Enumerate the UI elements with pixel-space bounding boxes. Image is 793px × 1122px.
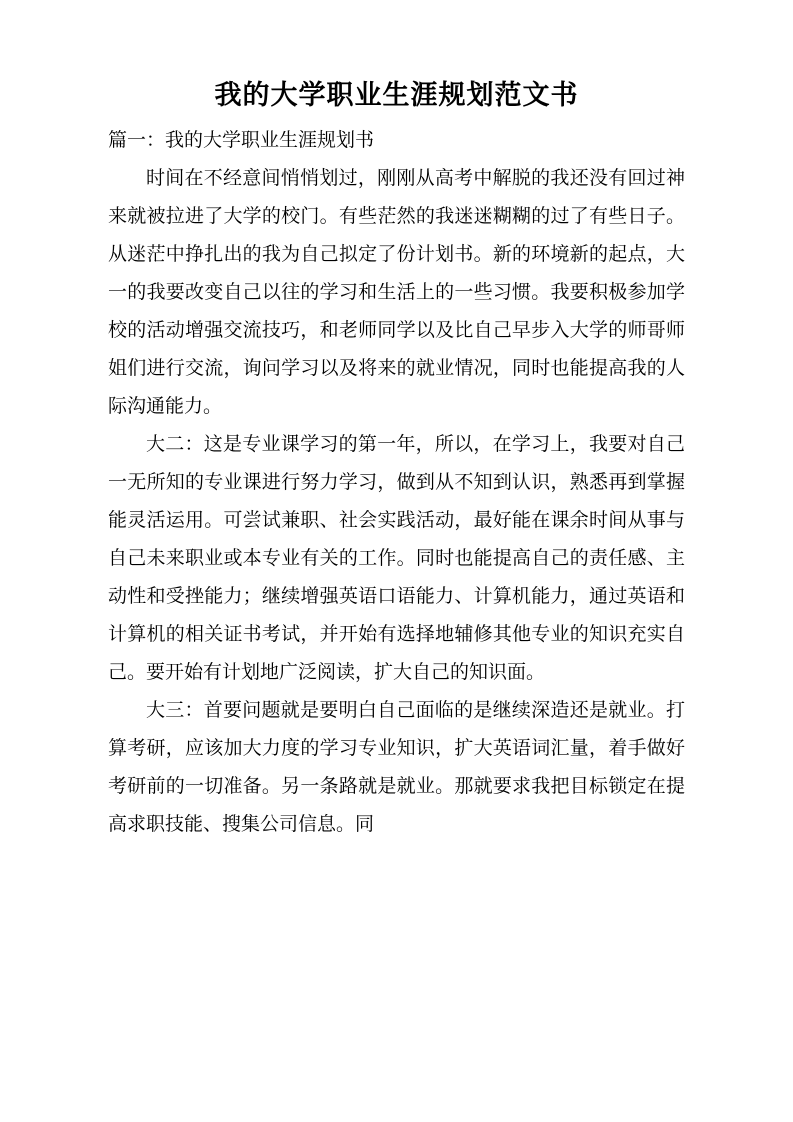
paragraph-3: 大三：首要问题就是要明白自己面临的是继续深造还是就业。打算考研，应该加大力度的学习专业知识，扩大英语词汇量，着手做好考研前的一切准备。另一条路就是就业。那就要求我把目标锁定在提高求职技能、搜集公司信息。同 [108, 698, 685, 835]
paragraph-1: 时间在不经意间悄悄划过，刚刚从高考中解脱的我还没有回过神来就被拉进了大学的校门。有些茫然的我迷迷糊糊的过了有些日子。从迷茫中挣扎出的我为自己拟定了份计划书。新的环境新的起点，大一的我要改变自己以往的学习和生活上的一些习惯。我要积极参加学校的活动增强交流技巧，和老师同学以及比自己早步入大学的师哥师姐们进行交流，询问学习以及将来的就业情况，同时也能提高我的人际沟通能力。 [108, 166, 685, 417]
page-title: 我的大学职业生涯规划范文书 [214, 80, 579, 111]
paragraph-2: 大二：这是专业课学习的第一年，所以，在学习上，我要对自己一无所知的专业课进行努力学习，做到从不知到认识，熟悉再到掌握能灵活运用。可尝试兼职、社会实践活动，最好能在课余时间从事与自己未来职业或本专业有关的工作。同时也能提高自己的责任感、主动性和受挫能力；继续增强英语口语能力、计算机能力，通过英语和计算机的相关证书考试，并开始有选择地辅修其他专业的知识充实自己。要开始有计划地广泛阅读，扩大自己的知识面。 [108, 432, 685, 683]
document-subtitle: 篇一：我的大学职业生涯规划书 [108, 129, 375, 152]
